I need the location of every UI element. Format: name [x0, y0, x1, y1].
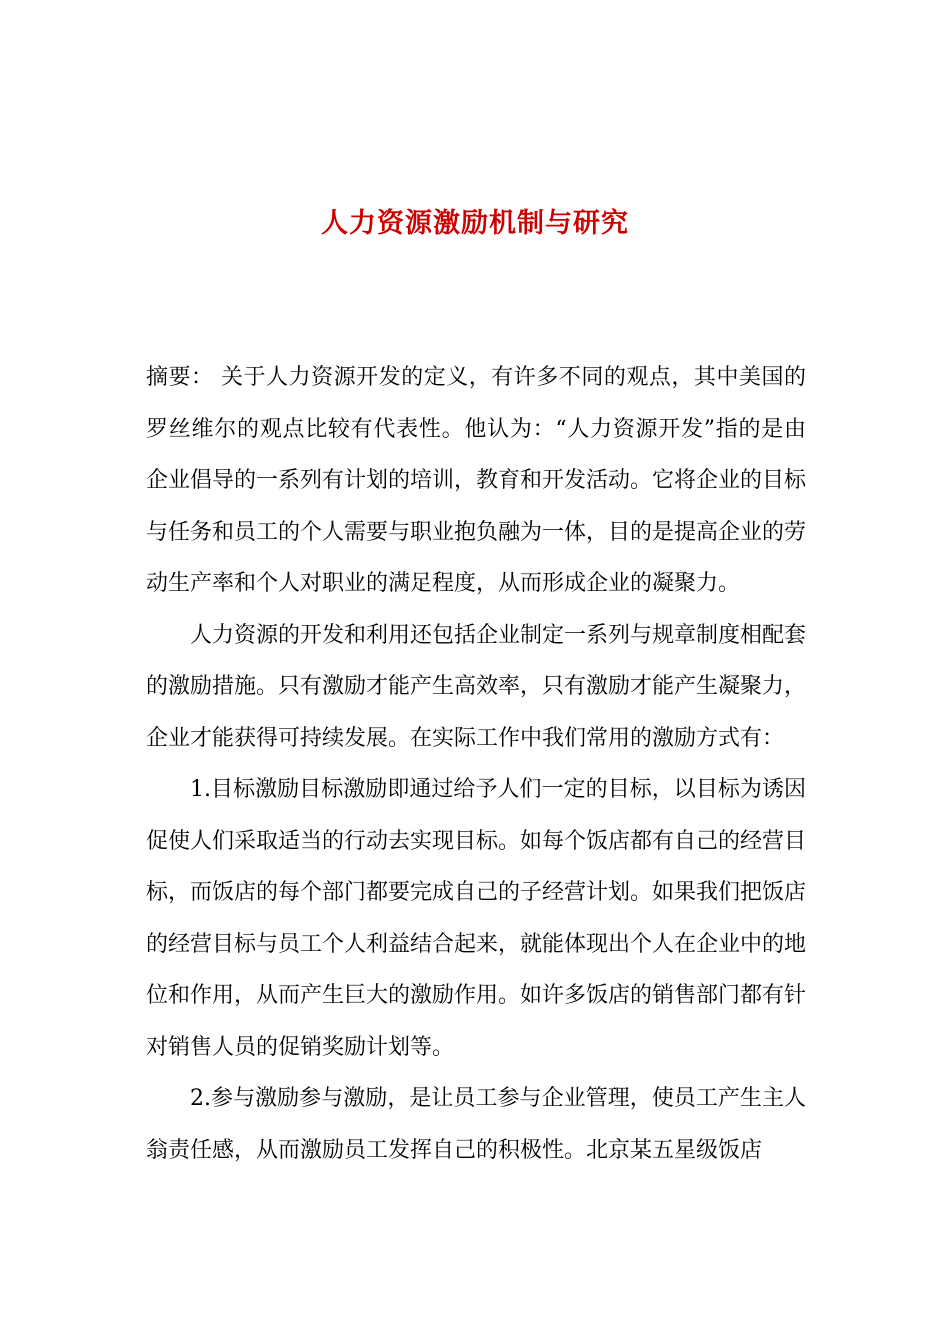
abstract-paragraph: 摘要： 关于人力资源开发的定义，有许多不同的观点，其中美国的罗丝维尔的观点比较有代表性。他认为：“人力资源开发”指的是由企业倡导的一系列有计划的培训，教育和开发活动。它将企业的目标与任务和员工的个人需要与职业抱负融为一体，目的是提高企业的劳动生产率和个人对职业的满足程度，从而形成企业的凝聚力。 [146, 365, 807, 596]
body-paragraph-goal-incentive: 1.目标激励目标激励即通过给予人们一定的目标，以目标为诱因促使人们采取适当的行动去实现目标。如每个饭店都有自己的经营目标，而饭店的每个部门都要完成自己的子经营计划。如果我们把饭店的经营目标与员工个人利益结合起来，就能体现出个人在企业中的地位和作用，从而产生巨大的激励作用。如许多饭店的销售部门都有针对销售人员的促销奖励计划等。 [146, 777, 807, 1060]
body-paragraph-participation-incentive: 2.参与激励参与激励，是让员工参与企业管理，使员工产生主人翁责任感，从而激励员工发挥自己的积极性。北京某五星级饭店 [146, 1086, 806, 1163]
body-paragraph-incentives: 人力资源的开发和利用还包括企业制定一系列与规章制度相配套的激励措施。只有激励才能产生高效率，只有激励才能产生凝聚力，企业才能获得可持续发展。在实际工作中我们常用的激励方式有： [146, 622, 807, 751]
document-body [146, 352, 806, 1176]
document-title: 人力资源激励机制与研究 [321, 208, 629, 239]
